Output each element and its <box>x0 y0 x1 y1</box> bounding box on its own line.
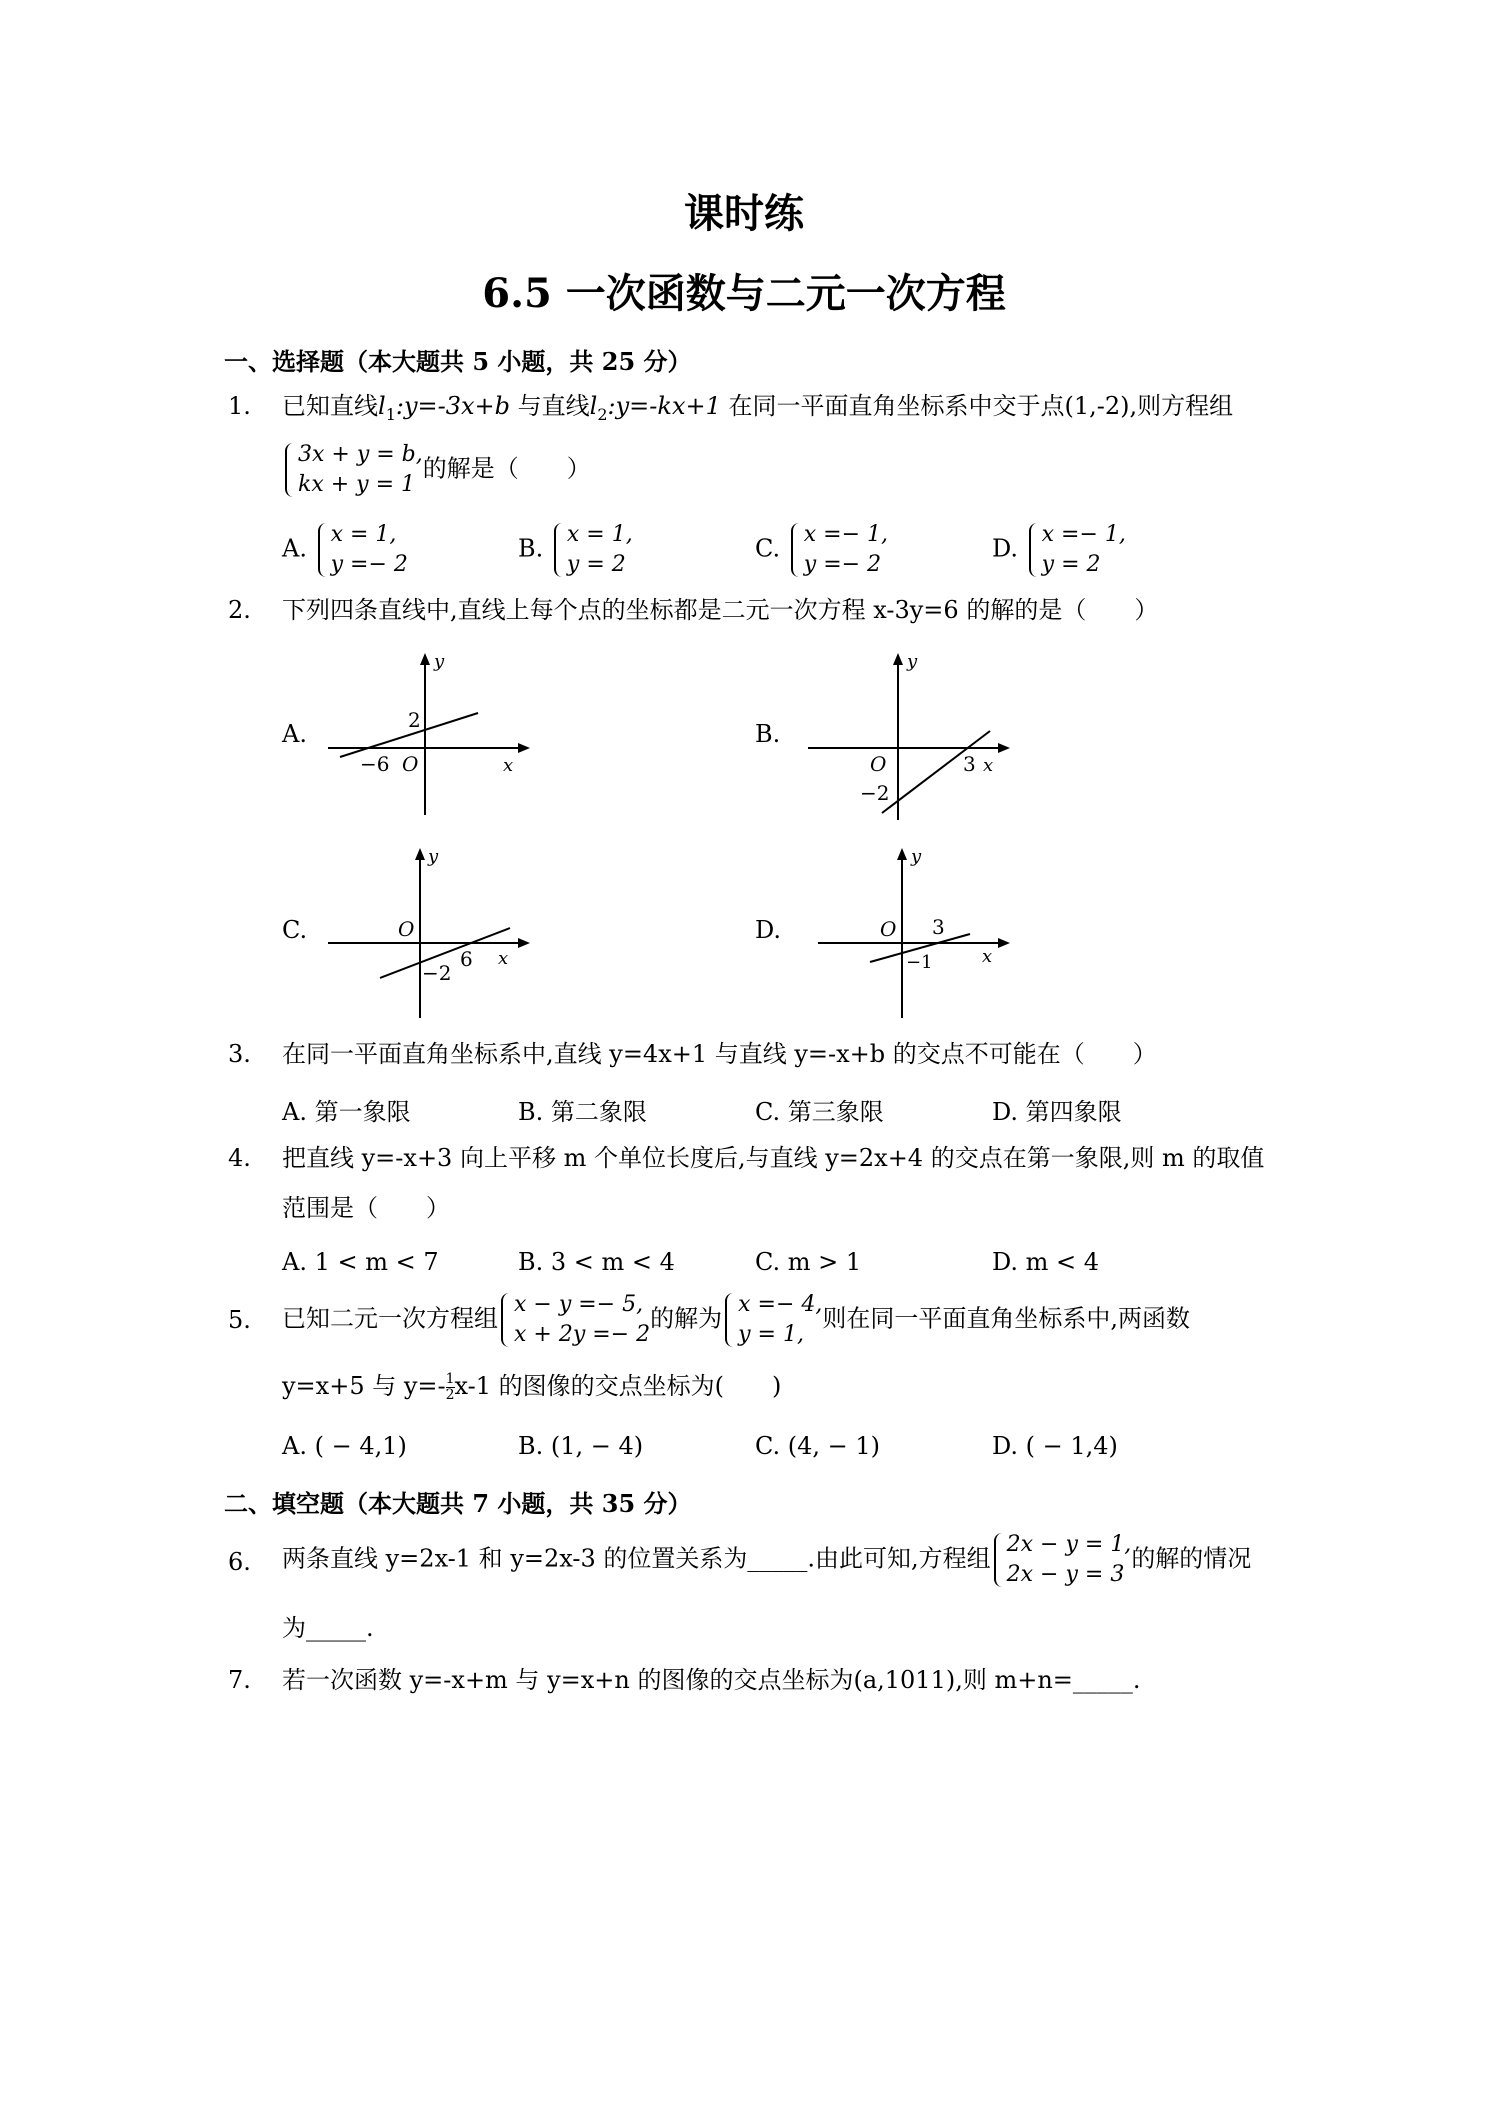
graph-c <box>320 840 540 1025</box>
label-x: x <box>503 755 514 776</box>
option-4a: A. 1 < m < 7 <box>282 1248 439 1276</box>
option-4b: B. 3 < m < 4 <box>518 1248 675 1276</box>
question-5-line2: y=x+5 与 y=- $\frac{1}{2}$ x-1 的图像的交点坐标为( ) <box>282 1371 782 1403</box>
page-subtitle: 6.5 一次函数与二元一次方程 <box>482 270 1006 317</box>
question-3-text: 在同一平面直角坐标系中,直线 y=4x+1 与直线 y=-x+b 的交点不可能在（ ） <box>282 1040 1157 1068</box>
graph-b <box>800 645 1020 825</box>
graph-a <box>320 645 540 825</box>
label-x: x <box>498 948 509 969</box>
question-7-text: 若一次函数 y=-x+m 与 y=x+n 的图像的交点坐标为(a,1011),则 m+n=_____. <box>282 1666 1141 1694</box>
option-1a: A. x = 1, y =− 2 <box>282 520 408 580</box>
option-4c: C. m > 1 <box>755 1248 862 1276</box>
x-axis-arrow <box>518 743 530 753</box>
label-3: 3 <box>932 915 945 939</box>
question-4-line2: 范围是（ ） <box>282 1194 450 1222</box>
question-1-line1: 已知直线$l_1:y=-3x+b$ 与直线$l_2:y=-kx+1$ 在同一平面直角坐标系中交于点(1,-2),则方程组 <box>282 392 1234 424</box>
label-origin: O <box>398 917 415 941</box>
question-number-4: 4. <box>228 1144 251 1172</box>
section-fill-heading: 二、填空题（本大题共 7 小题，共 35 分） <box>224 1489 692 1518</box>
label-origin: O <box>880 917 897 941</box>
label-neg2: −2 <box>860 781 890 805</box>
equation-system: 3x + y = b, kx + y = 1 <box>282 440 423 500</box>
label-neg1: −1 <box>906 952 933 973</box>
option-5c: C. (4, − 1) <box>755 1432 881 1460</box>
graph-d-letter: D. <box>755 916 782 944</box>
option-3d: D. 第四象限 <box>992 1098 1122 1126</box>
label-neg6: −6 <box>360 752 390 776</box>
option-1b: B. x = 1, y = 2 <box>518 520 633 580</box>
question-5-line1: 已知二元一次方程组 x − y =− 5, x + 2y =− 2 的解为 x =− 4, y = 1, 则在同一平面直角坐标系中,两函数 <box>282 1290 1190 1350</box>
equation-system-1: x − y =− 5, x + 2y =− 2 <box>498 1290 650 1350</box>
section-choice-heading: 一、选择题（本大题共 5 小题，共 25 分） <box>224 347 692 376</box>
option-3b: B. 第二象限 <box>518 1098 647 1126</box>
equation-system: 2x − y = 1, 2x − y = 3 <box>991 1530 1132 1590</box>
label-y: y <box>434 651 445 672</box>
label-y: y <box>907 651 918 672</box>
label-y: y <box>428 846 439 867</box>
graph-c-letter: C. <box>282 916 308 944</box>
label-origin: O <box>402 752 419 776</box>
option-4d: D. m < 4 <box>992 1248 1100 1276</box>
label-2: 2 <box>408 708 421 732</box>
option-1c: C. x =− 1, y =− 2 <box>755 520 888 580</box>
label-y: y <box>911 846 922 867</box>
option-5d: D. ( − 1,4) <box>992 1432 1118 1460</box>
question-2-text: 下列四条直线中,直线上每个点的坐标都是二元一次方程 x-3y=6 的解的是（ ） <box>282 596 1159 624</box>
equation-system-2: x =− 4, y = 1, <box>722 1290 822 1350</box>
option-5a: A. ( − 4,1) <box>282 1432 407 1460</box>
question-number-5: 5. <box>228 1306 251 1334</box>
option-1d: D. x =− 1, y = 2 <box>992 520 1126 580</box>
question-1-line2: 3x + y = b, kx + y = 1 的解是（ ） <box>282 440 591 500</box>
x-axis-arrow <box>998 938 1010 948</box>
graph-d <box>800 840 1020 1025</box>
question-number-6: 6. <box>228 1548 251 1576</box>
option-3a: A. 第一象限 <box>282 1098 411 1126</box>
x-axis-arrow <box>518 938 530 948</box>
question-number-7: 7. <box>228 1666 251 1694</box>
graph-a-letter: A. <box>282 720 307 748</box>
y-axis-arrow <box>415 848 425 860</box>
label-6: 6 <box>460 947 473 971</box>
x-axis-arrow <box>998 743 1010 753</box>
fraction-one-half: $\frac{1}{2}$ <box>445 1371 455 1403</box>
y-axis-arrow <box>420 653 430 665</box>
question-4-line1: 把直线 y=-x+3 向上平移 m 个单位长度后,与直线 y=2x+4 的交点在第一象限,则 m 的取值 <box>282 1144 1265 1172</box>
label-origin: O <box>870 752 887 776</box>
label-x: x <box>982 946 993 967</box>
option-3c: C. 第三象限 <box>755 1098 884 1126</box>
question-number-2: 2. <box>228 596 251 624</box>
page-title: 课时练 <box>684 190 804 237</box>
y-axis-arrow <box>897 848 907 860</box>
question-6-line2: 为_____. <box>282 1614 374 1642</box>
y-axis-arrow <box>893 653 903 665</box>
question-6-line1: 两条直线 y=2x-1 和 y=2x-3 的位置关系为_____.由此可知,方程组 2x − y = 1, 2x − y = 3 的解的情况 <box>282 1530 1251 1590</box>
label-neg2: −2 <box>422 961 452 985</box>
label-x: x <box>983 755 994 776</box>
option-5b: B. (1, − 4) <box>518 1432 644 1460</box>
graph-b-letter: B. <box>755 720 781 748</box>
question-number-3: 3. <box>228 1040 251 1068</box>
question-number-1: 1. <box>228 392 251 420</box>
label-3: 3 <box>963 752 976 776</box>
